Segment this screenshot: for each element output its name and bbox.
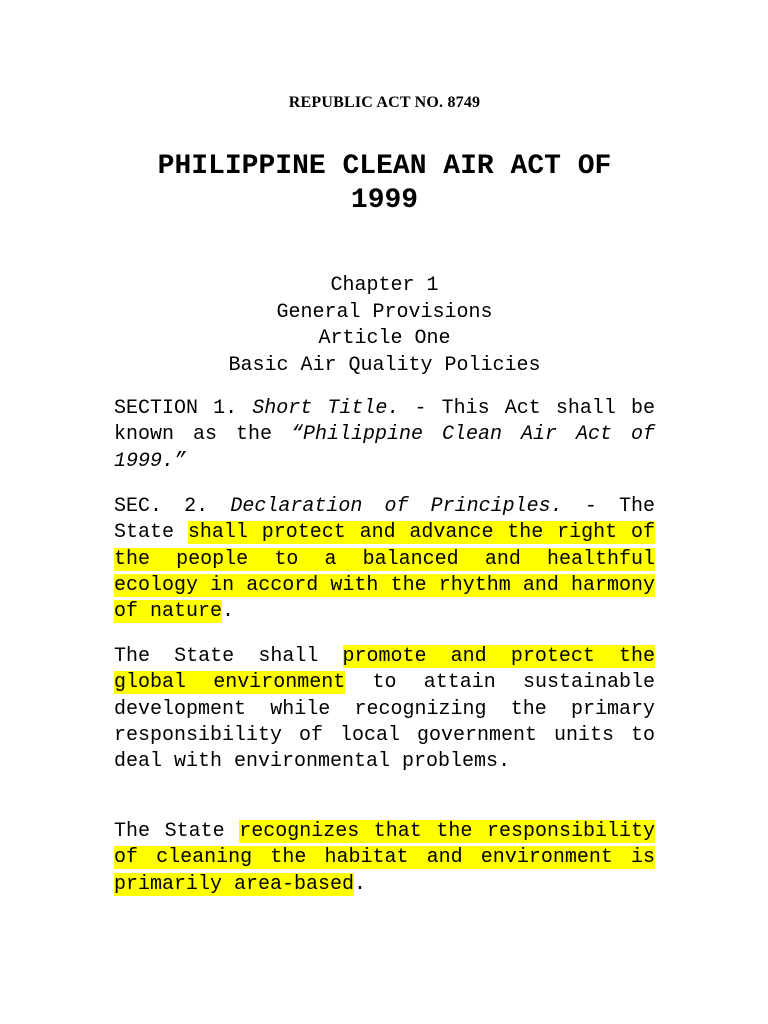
paragraph-2-text-after: to attain sustainable development while recognizing the primary responsibility of local government units to deal with environmental problems.: [114, 671, 655, 774]
paragraph-3-text-before: The State: [114, 820, 240, 843]
chapter-heading: General Provisions: [276, 300, 493, 324]
chapter-number: Chapter 1: [330, 274, 439, 297]
section-2-text-before: - The State: [114, 495, 656, 545]
act-number: REPUBLIC ACT NO. 8749: [288, 94, 481, 111]
paragraph-3-text-after: .: [354, 872, 367, 896]
section-2-paragraph: [114, 494, 655, 625]
section-1-heading: Short Title.: [252, 397, 400, 420]
act-title: [114, 150, 655, 218]
section-2-text-after: .: [222, 600, 235, 624]
act-title-line-2: 1999: [350, 185, 419, 216]
section-1-text: - This Act shall be known as the: [114, 397, 655, 447]
article-title: Basic Air Quality Policies: [228, 353, 541, 377]
chapter-heading-block: [114, 273, 655, 379]
principles-paragraph-3: [114, 819, 655, 898]
paragraph-2-text-before: The State shall: [114, 645, 343, 668]
section-2-highlight: shall protect and advance the right of the people to a balanced and healthful ecology in accord with the rhythm and harmony of nature: [114, 521, 655, 624]
section-2-label: SEC. 2.: [114, 495, 231, 518]
principles-paragraph-2: [114, 644, 655, 775]
section-2-heading: Declaration of Principles.: [230, 495, 563, 518]
paragraph-3-highlight: recognizes that the responsibility of cleaning the habitat and environment is primarily area-based: [114, 820, 655, 896]
article-number: Article One: [318, 327, 451, 350]
section-1-paragraph: [114, 396, 655, 475]
paragraph-2-highlight: promote and protect the global environment: [114, 645, 656, 695]
section-1-quote: “Philippine Clean Air Act of 1999.”: [114, 423, 656, 473]
section-1-label: SECTION 1.: [114, 397, 253, 420]
act-title-line-1: PHILIPPINE CLEAN AIR ACT OF: [157, 151, 612, 182]
